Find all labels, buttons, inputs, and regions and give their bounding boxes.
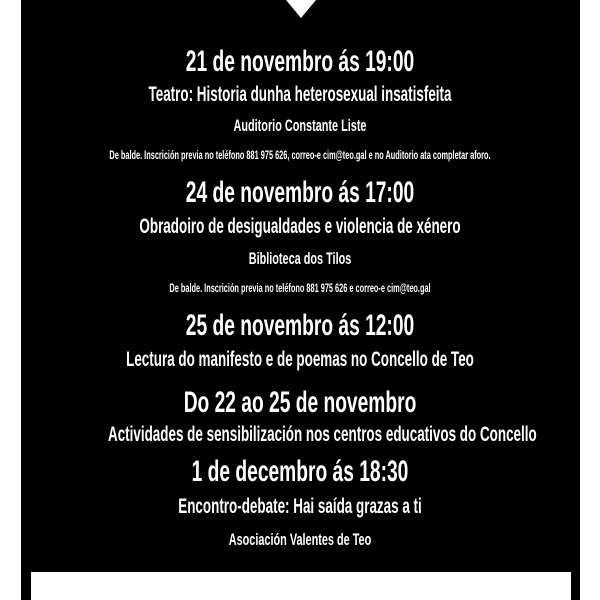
event-5-date: 1 de decembro ás 18:30 (191, 455, 409, 488)
event-4-date: Do 22 ao 25 de novembro (183, 386, 417, 419)
event-2-title: Obradoiro de desigualdades e violencia de xénero (139, 215, 461, 238)
event-5-title: Encontro-debate: Hai saída grazas a ti (178, 495, 422, 518)
event-3-title: Lectura do manifesto e de poemas no Concello de Teo (126, 348, 474, 371)
event-1-place: Auditorio Constante Liste (233, 116, 367, 135)
event-1-note: De balde. Inscrición previa no teléfono 881 975 626, correo-e cim@teo.gal e no Auditorio ata completar aforo. (109, 150, 491, 162)
event-4-title: Actividades de sensibilización nos centros educativos do Concello (108, 423, 537, 446)
event-2-date: 24 de novembro ás 17:00 (185, 176, 415, 209)
event-1-date: 21 de novembro ás 19:00 (185, 45, 415, 78)
event-2-place: Biblioteca dos Tilos (248, 249, 352, 268)
event-3-date: 25 de novembro ás 12:00 (185, 309, 415, 342)
event-5-place: Asociación Valentes de Teo (228, 530, 372, 549)
event-1-title: Teatro: Historia dunha heterosexual insatisfeita (148, 83, 452, 106)
event-2-note: De balde. Inscrición previa no teléfono 881 975 626 e correo-e cim@teo.gal (169, 283, 431, 295)
triangle-marker-icon (286, 0, 316, 18)
footer-box (31, 572, 571, 600)
